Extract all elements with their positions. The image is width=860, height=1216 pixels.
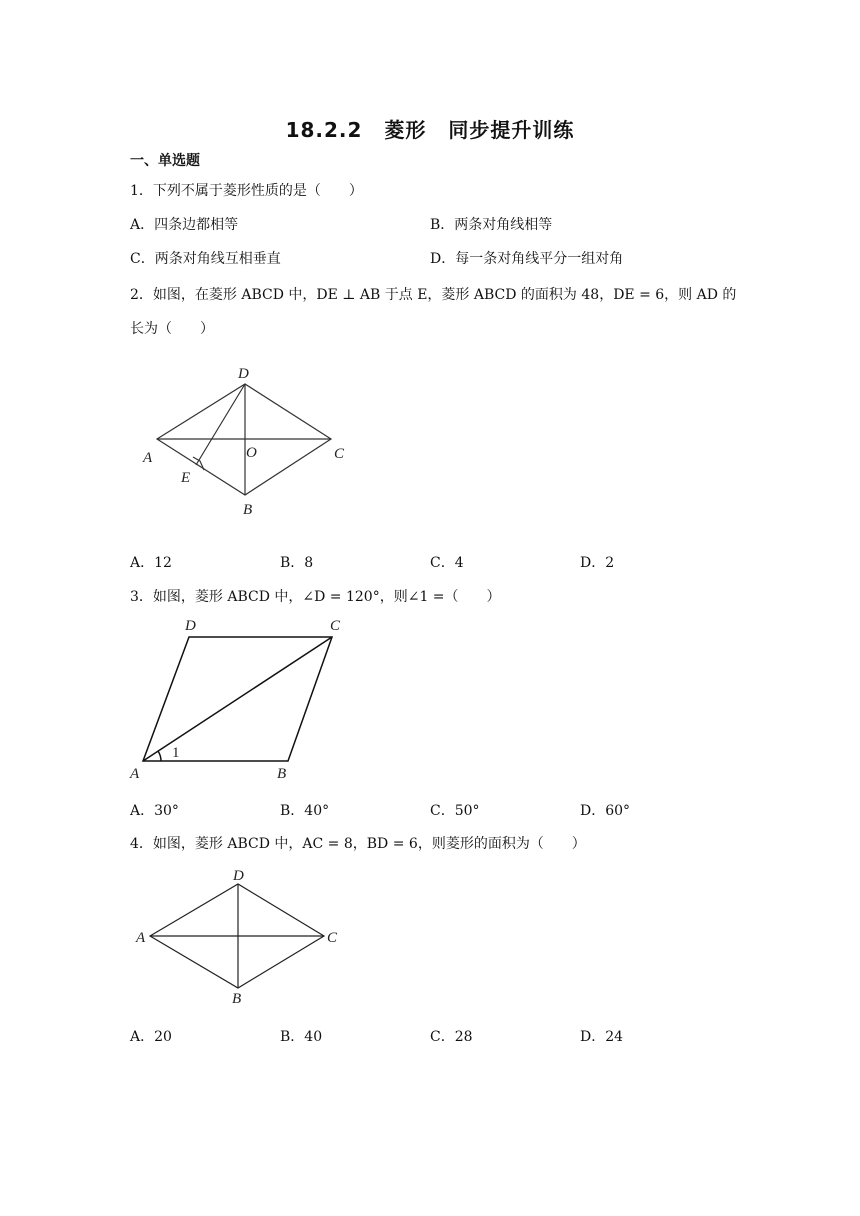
question-3-option-c: C．50° xyxy=(430,803,480,819)
question-4-option-a: A．20 xyxy=(130,1029,172,1045)
label-d: D xyxy=(185,618,196,634)
title-number: 18.2.2 xyxy=(285,118,363,142)
question-4-option-b: B．40 xyxy=(280,1029,323,1045)
question-3-stem: 3．如图，菱形 ABCD 中，∠D = 120°，则∠1 =（ ） xyxy=(130,589,501,605)
label-a: A xyxy=(130,766,140,782)
label-b: B xyxy=(243,502,253,518)
question-1-option-a: A．四条边都相等 xyxy=(130,217,239,233)
section-heading: 一、单选题 xyxy=(130,153,200,169)
question-2-stem-line-2: 长为（ ） xyxy=(130,321,214,337)
question-2-option-c: C．4 xyxy=(430,555,464,571)
label-b: B xyxy=(232,991,242,1007)
label-c: C xyxy=(330,618,341,634)
question-4-option-d: D．24 xyxy=(580,1029,624,1045)
question-2-stem-line-1: 2．如图，在菱形 ABCD 中，DE ⊥ AB 于点 E，菱形 ABCD 的面积为 48，DE = 6，则 AD 的 xyxy=(130,287,737,303)
label-a: A xyxy=(136,930,146,946)
question-1-stem: 1．下列不属于菱形性质的是（ ） xyxy=(130,183,363,199)
label-b: B xyxy=(277,766,287,782)
question-1-option-d: D．每一条对角线平分一组对角 xyxy=(430,251,624,267)
title-topic: 菱形 xyxy=(384,118,427,142)
question-2-option-a: A．12 xyxy=(130,555,172,571)
question-3-option-d: D．60° xyxy=(580,803,631,819)
question-1-option-b: B．两条对角线相等 xyxy=(430,217,553,233)
label-d: D xyxy=(233,868,244,884)
question-4-option-c: C．28 xyxy=(430,1029,473,1045)
question-4-stem: 4．如图，菱形 ABCD 中，AC = 8，BD = 6，则菱形的面积为（ ） xyxy=(130,836,586,852)
label-angle-1: 1 xyxy=(172,745,180,761)
question-1-option-c: C．两条对角线互相垂直 xyxy=(130,251,281,267)
label-c: C xyxy=(327,930,338,946)
label-a: A xyxy=(143,450,153,466)
question-3-option-a: A．30° xyxy=(130,803,179,819)
question-2-option-b: B．8 xyxy=(280,555,314,571)
label-o: O xyxy=(246,445,257,461)
label-c: C xyxy=(334,446,345,462)
label-d: D xyxy=(238,366,249,382)
label-e: E xyxy=(181,470,191,486)
question-2-option-d: D．2 xyxy=(580,555,615,571)
question-3-option-b: B．40° xyxy=(280,803,330,819)
title-subtitle: 同步提升训练 xyxy=(448,118,575,142)
